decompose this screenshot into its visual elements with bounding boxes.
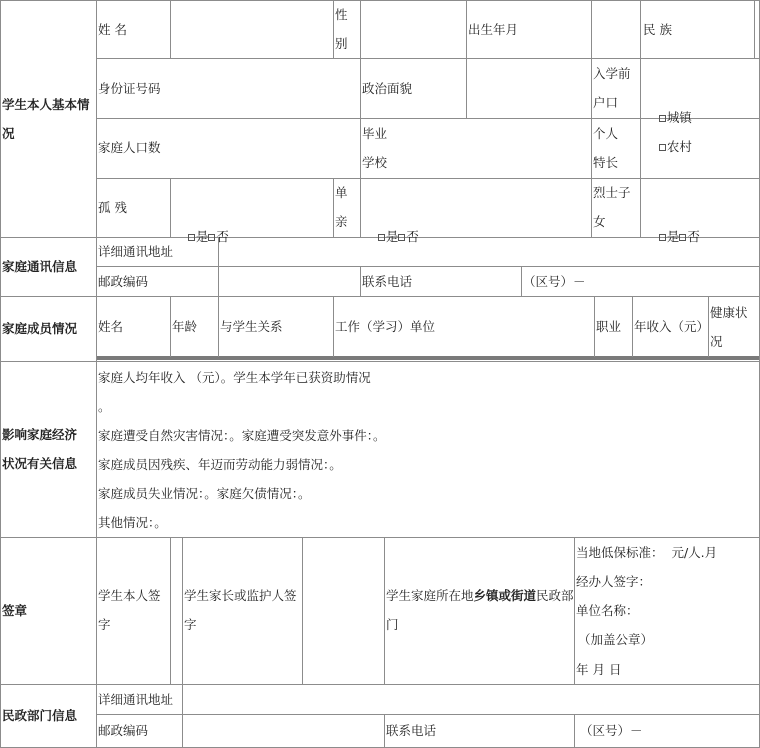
civil-postcode: 邮政编码: [98, 723, 149, 738]
no-label: 否: [216, 229, 229, 244]
label-phone: 联系电话: [362, 274, 413, 289]
martyr-options: [643, 193, 700, 280]
rule-thick: [96, 356, 760, 360]
orphan-no-checkbox[interactable]: [208, 234, 215, 241]
rule: [170, 537, 171, 684]
yes-label: 是: [666, 229, 680, 244]
rule: [591, 58, 592, 237]
sign-civil-office: [386, 581, 574, 639]
economy-line: 家庭成员失业情况：。家庭欠债情况：。: [98, 486, 311, 501]
rule: [632, 296, 633, 357]
rule: [0, 296, 760, 297]
rule: [170, 0, 171, 58]
member-col-relation: 与学生关系: [220, 319, 283, 334]
economy-line: 其他情况：。: [98, 515, 167, 530]
section-contact: 家庭通讯信息: [2, 259, 78, 274]
rule: [640, 0, 641, 58]
sign-right-line: 年 月 日: [576, 662, 622, 677]
rule: [594, 296, 595, 357]
rule: [360, 178, 361, 237]
rule: [574, 714, 575, 748]
label-name: 姓 名: [98, 22, 127, 37]
member-col-name: 姓名: [98, 319, 124, 334]
rule: [574, 537, 575, 684]
label-political: 政治面貌: [362, 81, 413, 96]
no-label: 否: [406, 229, 419, 244]
label-gender: 性 别: [335, 7, 348, 51]
civil-bold: 乡镇或街道: [473, 588, 537, 603]
label-address: 详细通讯地址: [98, 244, 174, 259]
hukou-options: [643, 74, 692, 190]
single-no-checkbox[interactable]: [398, 234, 405, 241]
civil-pre: 学生家庭所在地: [386, 588, 474, 603]
martyr-yes-checkbox[interactable]: [659, 234, 666, 241]
rule: [466, 58, 467, 118]
rule: [360, 58, 361, 178]
member-col-age: 年龄: [172, 319, 198, 334]
section-sign: 签章: [2, 603, 28, 618]
sign-right-line: 单位名称：: [576, 603, 639, 618]
label-area-code: （区号）－: [523, 274, 586, 289]
sign-student: 学生本人签 字: [98, 588, 161, 632]
member-col-occupation: 职业: [596, 319, 622, 334]
sign-right-line: （加盖公章）: [578, 632, 654, 647]
label-id-number: 身份证号码: [98, 81, 161, 96]
rule: [591, 0, 592, 58]
rule: [96, 0, 97, 748]
rule: [182, 537, 183, 684]
rule: [640, 58, 641, 237]
orphan-options: [172, 193, 229, 280]
civil-post: 民政部 门: [386, 588, 574, 632]
label-hukou: 入学前 户口: [593, 66, 631, 110]
label-birth: 出生年月: [468, 22, 519, 37]
economy-line: 。: [98, 399, 111, 414]
label-ethnic: 民 族: [643, 22, 672, 37]
section-members: 家庭成员情况: [2, 321, 78, 336]
yes-label: 是: [385, 229, 399, 244]
label-single-parent: 单 亲: [335, 185, 348, 229]
label-specialty: 个人 特长: [593, 126, 619, 170]
rural-checkbox[interactable]: [659, 144, 666, 151]
rule: [0, 0, 1, 748]
section-civil: 民政部门信息: [2, 708, 78, 723]
rule: [333, 296, 334, 357]
rural-label: 农村: [666, 139, 692, 154]
rule: [360, 0, 361, 58]
urban-label: 城镇: [666, 110, 692, 125]
rule: [360, 266, 361, 296]
rule: [384, 714, 385, 748]
rule: [384, 537, 385, 684]
rule: [96, 58, 760, 59]
member-col-income: 年收入（元）: [634, 319, 710, 334]
label-grad-school: 毕业 学校: [362, 126, 388, 170]
rule: [333, 178, 334, 237]
single-yes-checkbox[interactable]: [378, 234, 385, 241]
rule: [0, 361, 760, 362]
rule: [218, 296, 219, 357]
sign-right-line: 经办人签字：: [576, 574, 652, 589]
rule: [182, 684, 183, 748]
label-postcode: 邮政编码: [98, 274, 149, 289]
label-orphan: 孤 残: [98, 200, 127, 215]
rule: [170, 296, 171, 357]
rule: [754, 0, 755, 58]
rule: [96, 714, 760, 715]
economy-line: 家庭人均年收入 （元）。学生本学年已获资助情况: [98, 370, 371, 385]
rule: [521, 266, 522, 296]
urban-checkbox[interactable]: [659, 115, 666, 122]
civil-address: 详细通讯地址: [98, 692, 174, 707]
rule: [466, 0, 467, 58]
civil-phone: 联系电话: [386, 723, 437, 738]
section-economy: 影响家庭经济状况有关信息: [2, 427, 78, 471]
rule: [170, 178, 171, 237]
yes-label: 是: [195, 229, 209, 244]
member-col-workplace: 工作（学习）单位: [335, 319, 436, 334]
rule: [333, 0, 334, 58]
economy-line: 家庭遭受自然灾害情况：。家庭遭受突发意外事件：。: [98, 428, 386, 443]
sign-right-line: 当地低保标准： 元/人.月: [576, 545, 718, 560]
section-basic-info: 学生本人基本情况: [2, 97, 90, 141]
rule: [0, 0, 760, 1]
rule: [302, 537, 303, 684]
martyr-no-checkbox[interactable]: [679, 234, 686, 241]
member-col-health: 健康状 况: [710, 305, 748, 349]
economy-line: 家庭成员因残疾、年迈而劳动能力弱情况：。: [98, 457, 342, 472]
orphan-yes-checkbox[interactable]: [188, 234, 195, 241]
label-martyr-child: 烈士子 女: [593, 185, 631, 229]
sign-parent: 学生家长或监护人签 字: [184, 588, 297, 632]
no-label: 否: [687, 229, 700, 244]
label-family-size: 家庭人口数: [98, 140, 161, 155]
civil-area-code: （区号）－: [580, 723, 643, 738]
